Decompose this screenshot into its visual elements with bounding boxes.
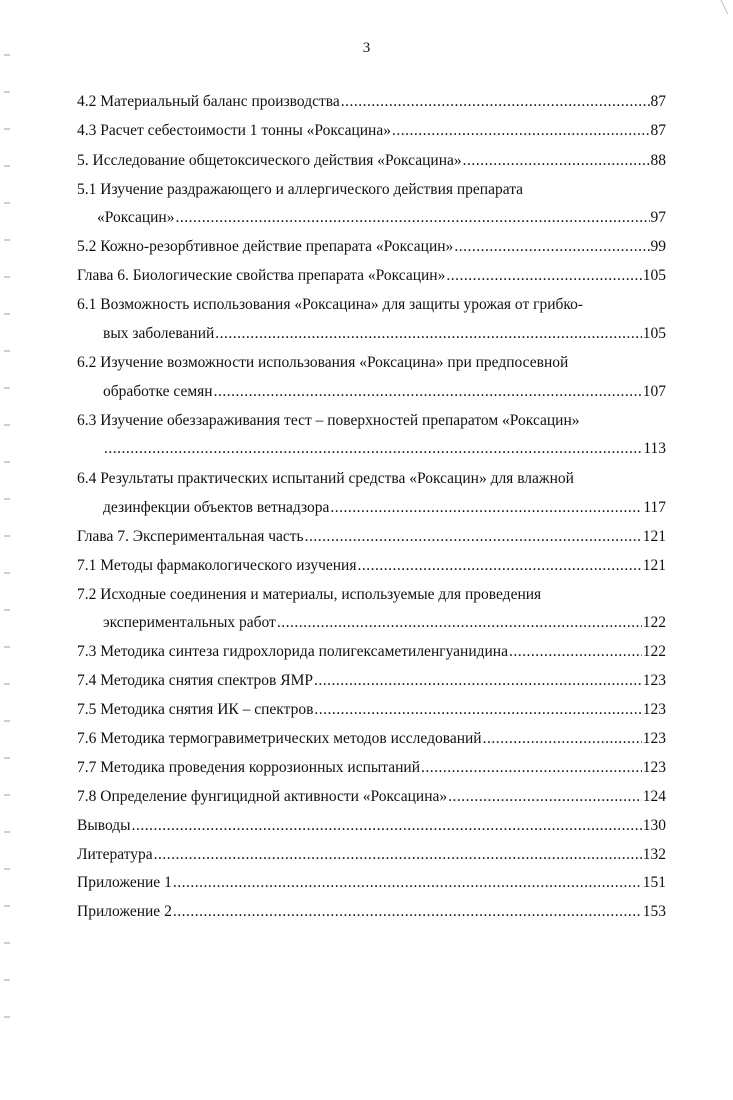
toc-dot-leader	[421, 758, 642, 778]
toc-dot-leader	[446, 266, 641, 286]
toc-entry	[77, 845, 666, 865]
toc-dot-leader	[509, 642, 642, 662]
toc-entry-title: 6.1 Возможность использования «Роксацина» для защиты урожая от грибко-	[77, 296, 584, 313]
toc-entry-title: 6.4 Результаты практических испытаний средства «Роксацин» для влажной	[77, 470, 574, 487]
toc-entry	[77, 266, 666, 286]
toc-entry	[77, 585, 666, 605]
toc-entry-title: 7.4 Методика снятия спектров ЯМР	[77, 672, 313, 689]
toc-entry	[77, 816, 666, 836]
toc-entry-page-number: 87	[650, 93, 666, 110]
toc-entry-title: 5.2 Кожно-резорбтивное действие препарата «Роксацин»	[77, 238, 454, 255]
toc-entry	[103, 324, 666, 344]
toc-entry-title: дезинфекции объектов ветнадзора	[103, 499, 330, 516]
toc-entry-page-number: 123	[642, 672, 666, 689]
toc-entry	[77, 353, 666, 373]
toc-entry	[103, 613, 666, 633]
toc-entry-title: вых заболеваний	[103, 325, 215, 342]
toc-dot-leader	[104, 439, 642, 459]
toc-entry-title: 7.1 Методы фармакологического изучения	[77, 557, 357, 574]
toc-dot-leader	[483, 729, 642, 749]
toc-entry-title: 7.5 Методика снятия ИК – спектров	[77, 701, 314, 718]
toc-entry-title: 4.2 Материальный баланс производства	[77, 93, 340, 110]
toc-entry-title: 6.2 Изучение возможности использования «Роксацина» при предпосевной	[77, 354, 569, 371]
toc-entry	[77, 787, 666, 807]
toc-entry	[77, 556, 666, 576]
toc-dot-leader	[448, 787, 642, 807]
toc-dot-leader	[277, 613, 642, 633]
toc-entry-title: экспериментальных работ	[103, 614, 276, 631]
toc-entry	[77, 729, 666, 749]
toc-entry	[77, 873, 666, 893]
toc-entry	[77, 902, 666, 922]
toc-dot-leader	[215, 324, 641, 344]
toc-entry-page-number: 122	[642, 614, 666, 631]
toc-dot-leader	[330, 498, 642, 518]
toc-entry-title: обработке семян	[103, 383, 213, 400]
toc-entry-page-number: 123	[642, 701, 666, 718]
toc-entry	[77, 642, 666, 662]
toc-entry-page-number: 117	[643, 499, 666, 516]
toc-entry	[77, 151, 666, 171]
toc-entry-page-number: 107	[642, 383, 666, 400]
toc-entry-title: 7.3 Методика синтеза гидрохлорида полигексаметиленгуанидина	[77, 643, 508, 660]
toc-entry-title: Глава 7. Экспериментальная часть	[77, 528, 304, 545]
toc-entry	[77, 527, 666, 547]
toc-entry-title: 5.1 Изучение раздражающего и аллергического действия препарата	[77, 181, 524, 198]
toc-entry	[77, 121, 666, 141]
toc-entry	[103, 498, 666, 518]
toc-entry-title: 7.6 Методика термогравиметрических методов исследований	[77, 730, 482, 747]
toc-dot-leader	[314, 700, 641, 720]
toc-dot-leader	[154, 845, 642, 865]
toc-dot-leader	[314, 671, 642, 691]
toc-dot-leader	[463, 151, 650, 171]
toc-entry-page-number: 113	[643, 440, 666, 457]
toc-entry	[77, 758, 666, 778]
toc-entry	[77, 469, 666, 489]
toc-entry	[77, 671, 666, 691]
toc-entry-title: Приложение 1	[77, 874, 172, 891]
toc-dot-leader	[341, 92, 650, 112]
toc-dot-leader	[175, 208, 649, 228]
toc-dot-leader	[214, 382, 642, 402]
toc-entry-title: Приложение 2	[77, 903, 172, 920]
toc-entry	[103, 439, 666, 459]
toc-dot-leader	[454, 237, 649, 257]
toc-entry-title: 7.2 Исходные соединения и материалы, используемые для проведения	[77, 586, 542, 603]
toc-entry-page-number: 99	[650, 238, 666, 255]
toc-entry-page-number: 151	[642, 874, 666, 891]
toc-entry-title: Глава 6. Биологические свойства препарата «Роксацин»	[77, 267, 446, 284]
toc-entry-page-number: 132	[642, 846, 666, 863]
toc-entry-title: 7.7 Методика проведения коррозионных испытаний	[77, 759, 421, 776]
toc-dot-leader	[173, 902, 642, 922]
toc-dot-leader	[357, 556, 641, 576]
toc-entry-page-number: 153	[642, 903, 666, 920]
toc-entry	[77, 295, 666, 315]
toc-entry	[77, 92, 666, 112]
toc-entry-page-number: 123	[642, 730, 666, 747]
toc-entry-page-number: 88	[650, 152, 666, 169]
toc-entry-page-number: 105	[642, 267, 666, 284]
toc-dot-leader	[392, 121, 650, 141]
toc-dot-leader	[173, 873, 642, 893]
toc-entry-page-number: 124	[642, 788, 666, 805]
toc-entry-title: 5. Исследование общетоксического действия «Роксацина»	[77, 152, 462, 169]
toc-entry-page-number: 87	[650, 122, 666, 139]
toc-dot-leader	[305, 527, 642, 547]
toc-entry-page-number: 97	[650, 209, 666, 226]
toc-entry-title: Литература	[77, 846, 153, 863]
toc-entry	[77, 237, 666, 257]
toc-entry-title: «Роксацин»	[97, 209, 175, 226]
toc-entry-page-number: 121	[642, 557, 666, 574]
toc-entry-page-number: 123	[642, 759, 666, 776]
toc-entry-title: 7.8 Определение фунгицидной активности «Роксацина»	[77, 788, 448, 805]
toc-entry-title: 4.3 Расчет себестоимости 1 тонны «Роксацина»	[77, 122, 391, 139]
page-number: 3	[362, 40, 371, 56]
toc-entry-page-number: 122	[642, 643, 666, 660]
toc-entry-title: 6.3 Изучение обеззараживания тест – поверхностей препаратом «Роксацин»	[77, 412, 580, 429]
toc-entry-page-number: 105	[642, 325, 666, 342]
toc-entry	[77, 411, 666, 431]
toc-entry-page-number: 130	[642, 817, 666, 834]
toc-entry	[103, 382, 666, 402]
toc-entry	[97, 208, 666, 228]
toc-entry	[77, 180, 666, 200]
toc-entry-page-number: 121	[642, 528, 666, 545]
toc-entry	[77, 700, 666, 720]
toc-dot-leader	[132, 816, 642, 836]
toc-entry-title: Выводы	[77, 817, 131, 834]
